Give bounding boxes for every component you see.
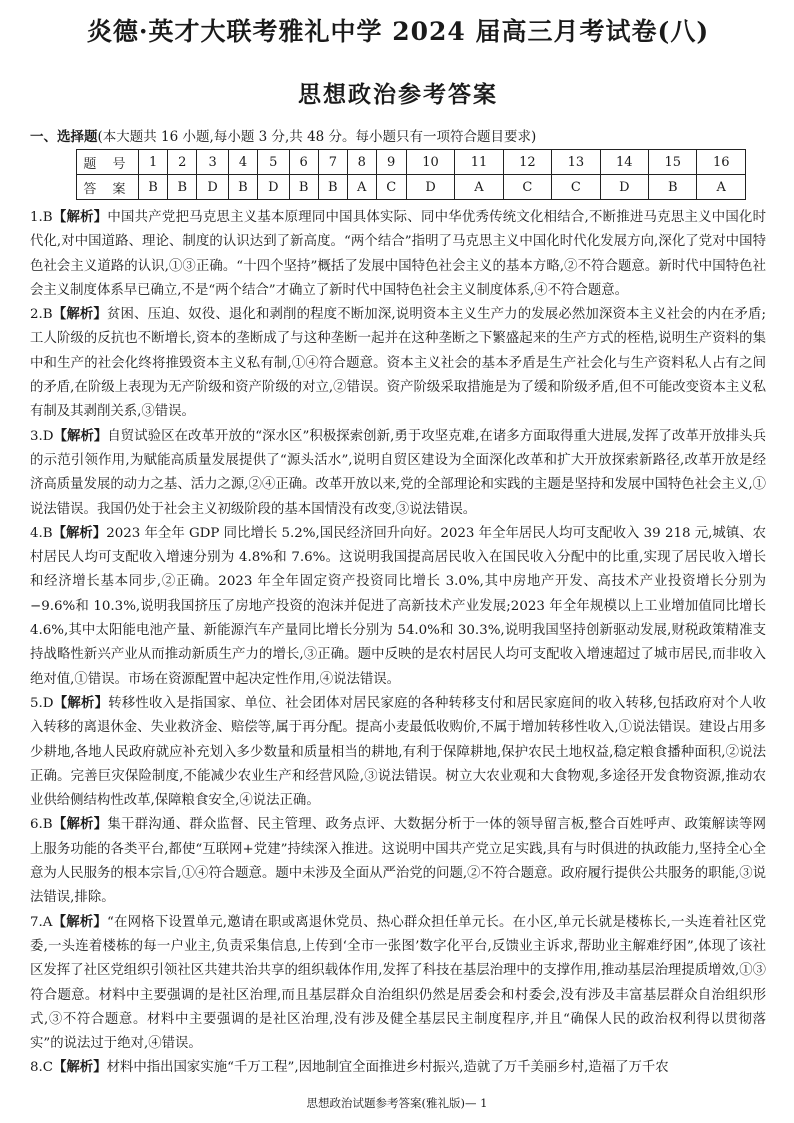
explanation-item [30,425,766,522]
question-number-cell: 15 [649,150,697,175]
question-number-cell: 11 [455,150,503,175]
question-number-cell: 2 [168,150,197,175]
item-tag: 【解析】 [52,525,107,541]
item-answer: 6.B [30,817,53,833]
item-answer: 8.C [30,1060,54,1076]
row-label-number: 题 号 [77,150,139,175]
item-text: 转移性收入是指国家、单位、社会团体对居民家庭的各种转移支付和居民家庭间的收入转移,包括政府对个人收入转移的离退休金、失业救济金、赔偿等,属于再分配。提高小麦最低收购价,不属于增加转移性收入,①说法错误。建设占用多少耕地,各地人民政府就应补充划入多少数量和质量相当的耕地,有利于保障耕地,保护农民土地权益,稳定粮食播种面积,②说法正确。完善巨灾保险制度,不能减少农业生产和经营风险,③说法错误。树立大农业观和大食物观,多途径开发食物资源,推动农业供给侧结构性改革,保障粮食安全,④说法正确。 [30,695,766,809]
item-answer: 3.D [30,428,54,444]
page-subtitle: 思想政治参考答案 [298,82,498,108]
answer-cell: C [376,175,406,200]
answer-cell: B [139,175,168,200]
item-text: 材料中指出国家实施“千万工程”,因地制宜全面推进乡村振兴,造就了万千美丽乡村,造福了万千农 [106,1060,669,1076]
explanation-item [30,303,766,424]
question-number-cell: 1 [139,150,168,175]
answer-table-answer-row [77,175,746,200]
answer-cell: B [168,175,197,200]
answer-cell: D [406,175,454,200]
item-tag: 【解析】 [52,914,108,930]
explanation-item [30,911,766,1057]
explanation-item [30,813,766,910]
question-number-cell: 14 [600,150,648,175]
answer-cell: B [649,175,697,200]
answer-cell: D [258,175,290,200]
item-tag: 【解析】 [53,695,109,711]
item-tag: 【解析】 [52,307,107,323]
answer-cell: C [552,175,600,200]
item-tag: 【解析】 [52,817,108,833]
item-tag: 【解析】 [52,210,108,225]
item-text: 2023 年全年 GDP 同比增长 5.2%,国民经济回升向好。2023 年全年居民人均可支配收入 39 218 元,城镇、农村居民人均可支配收入增速分别为 4.8%和 7.6%。这说明我国提高居民收入在国民收入分配中的比重,实现了居民收入增长和经济增长基本同步,②正确。2023 年全年固定资产投资同比增长 3.0%,其中房地产开发、高技术产业投资增长分别为−9.6%和 10.3%,说明我国挤压了房地产投资的泡沫并促进了高新技术产业发展;2023 年全年规模以上工业增加值同比增长 4.6%,其中太阳能电池产量、新能源汽车产量同比增长分别为 54.0%和 30.3%,说明我国坚持创新驱动发展,财税政策精准支持战略性新兴产业从而推动新质生产力的增长,③正确。题中反映的是农村居民人均可支配收入增速超过了城市居民,而非收入绝对值,①错误。市场在资源配置中起决定性作用,④说法错误。 [30,525,766,687]
question-number-cell: 7 [318,150,347,175]
item-answer: 2.B [30,307,53,323]
answer-cell: A [347,175,376,200]
item-answer: 5.D [30,695,54,711]
answer-cell: A [697,175,746,200]
item-answer: 7.A [30,914,53,930]
explanation-item [30,1056,766,1080]
item-text: 贫困、压迫、奴役、退化和剥削的程度不断加深,说明资本主义生产力的发展必然加深资本主义社会的内在矛盾;工人阶级的反抗也不断增长,资本的垄断成了与这种垄断一起并在这种垄断之下繁盛起来的生产方式的桎梏,说明生产资料的集中和生产的社会化终将推毁资本主义私有制,①④符合题意。资本主义社会的基本矛盾是生产社会化与生产资料私人占有之间的矛盾,在阶级上表现为无产阶级和资产阶级的对立,②错误。资产阶级采取措施是为了缓和阶级矛盾,但不可能改变资本主义私有制及其剥削关系,③错误。 [30,307,767,420]
explanation-item [30,206,766,303]
question-number-cell: 16 [697,150,746,175]
section-note: (本大题共 16 小题,每小题 3 分,共 48 分。每小题只有一项符合题目要求) [97,129,537,145]
row-label-answer: 答 案 [77,175,139,200]
item-text: “在网格下设置单元,邀请在职或离退休党员、热心群众担任单元长。在小区,单元长就是楼栋长,一头连着社区党委,一头连着楼栋的每一户业主,负责采集信息,上传到‘全市一张图’数字化平台,反馈业主诉求,帮助业主解难纾困”,体现了该社区发挥了社区党组织引领社区共建共治共享的组织载体作用,发挥了科技在基层治理中的支撑作用,推动基层治理提质增效,①③符合题意。材料中主要强调的是社区治理,而且基层群众自治组织仍然是居委会和村委会,没有涉及丰富基层群众自治组织形式,③不符合题意。材料中主要强调的是社区治理,没有涉及健全基层民主制度程序,并且“确保人民的政治权利得以贯彻落实”的说法过于绝对,④错误。 [30,914,766,1052]
answer-cell: C [503,175,551,200]
answer-table [76,149,746,200]
section-label: 一、选择题 [30,129,98,145]
item-text: 自贸试验区在改革开放的“深水区”积极探索创新,勇于攻坚克难,在诸多方面取得重大进展,发挥了改革开放排头兵的示范引领作用,为赋能高质量发展提供了“源头活水”,说明自贸区建设为全面深化改革和扩大开放探索新路径,改革开放是经济高质量发展的动力之基、活力之源,②④正确。改革开放以来,党的全部理论和实践的主题是坚持和发展中国特色社会主义,①说法错误。我国仍处于社会主义初级阶段的基本国情没有改变,③说法错误。 [30,428,766,517]
answer-cell: D [197,175,229,200]
question-number-cell: 4 [228,150,257,175]
item-answer: 4.B [30,525,53,541]
exam-title: 雅礼中学 2024 届高三月考试卷(八) [278,17,710,46]
question-number-cell: 12 [503,150,551,175]
explanations-list [30,206,766,1081]
answer-cell: B [318,175,347,200]
item-text: 中国共产党把马克思主义基本原理同中国具体实际、同中华优秀传统文化相结合,不断推进马克思主义中国化时代化,对中国道路、理论、制度的认识达到了新高度。“两个结合”指明了马克思主义中国化时代化发展方向,深化了党对中国特色社会主义道路的认识,①③正确。“十四个坚持”概括了发展中国特色社会主义的基本方略,②不符合题意。新时代中国特色社会主义制度体系早已确立,不是“两个结合”才确立了新时代中国特色社会主义制度体系,④不符合题意。 [30,210,766,298]
question-number-cell: 13 [552,150,600,175]
question-number-cell: 3 [197,150,229,175]
question-number-cell: 9 [376,150,406,175]
question-number-cell: 6 [289,150,318,175]
answer-table-number-row [77,150,746,175]
question-number-cell: 10 [406,150,454,175]
page-footer: 思想政治试题参考答案(雅礼版)— 1 [306,1096,488,1110]
page-title [30,14,766,52]
explanation-item [30,692,766,813]
item-text: 集干群沟通、群众监督、民主管理、政务点评、大数据分析于一体的领导留言板,整合百姓呼声、政策解读等网上服务功能的各类平台,都使“互联网+党建”持续深入推进。这说明中国共产党立足实践,具有与时俱进的执政能力,坚持全心全意为人民服务的根本宗旨,①④符合题意。题中未涉及全面从严治党的问题,②不符合题意。政府履行提供公共服务的职能,③说法错误,排除。 [30,817,766,906]
section-heading [30,127,766,147]
answer-cell: B [228,175,257,200]
item-tag: 【解析】 [53,428,108,444]
answer-cell: B [289,175,318,200]
answer-cell: A [455,175,503,200]
item-answer: 1.B [30,210,53,225]
question-number-cell: 8 [347,150,376,175]
brand-name: 炎德·英才大联考 [86,17,279,46]
item-tag: 【解析】 [53,1060,107,1076]
question-number-cell: 5 [258,150,290,175]
explanation-item [30,522,766,692]
answer-cell: D [600,175,648,200]
